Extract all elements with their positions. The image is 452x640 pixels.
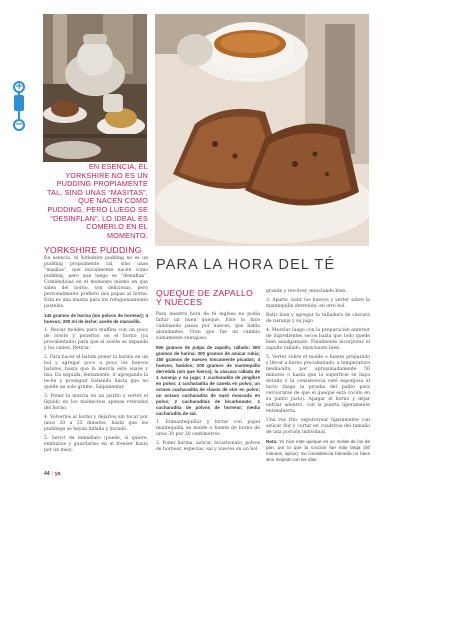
queque-column-1 [156, 312, 260, 456]
pull-quote: EN ESENCIA, EL YORKSHIRE NO ES UN PUDDING PROPIAMENTE TAL, SINO UNAS “MASITAS”, QUE NACEN COMO PUDDING, PERO LUEGO SE “DESINFLAN”. LO IDEAL ES COMERLO EN EL MOMENTO. [47, 162, 148, 240]
yorkshire-step: 3. Poner la mezcla en un jarrito y verter el líquido en los moldecitos apenas retirados del horno. [44, 394, 148, 411]
queque-step: Batir bien y agregar la ralladura de cáscara de naranja y su jugo. [266, 313, 370, 324]
queque-step: 1. Enmantequillar y forrar con papel mantequilla un molde o fuente de horno de unos 30 por 20 centímetros. [156, 420, 260, 437]
zoom-handle[interactable] [14, 95, 24, 111]
yorkshire-ingredients: 140 gramos de harina (sin polvos de hornear); 4 huevos; 200 ml de leche; aceite de maravilla. [44, 313, 148, 324]
queque-intro: Para nuestra hora de té inglesa no podía faltar un buen queque. Este lo hice cambiando pasas por nueces, que había abundantes. Creo que fue un cambio sumamente ventajoso. [156, 312, 260, 341]
yorkshire-step: 2. Para hacer el batido poner la harina en un bol y agregar poco a poco los huevos batidos, hasta que la mezcla esté suave y lisa. En seguida, lentamente, ir agregando la leche y proseguir batiendo hasta que no quede un solo grumo. Salpimentar. [44, 355, 148, 390]
yorkshire-heading: YORKSHIRE PUDDING [44, 245, 142, 255]
page-folio [44, 471, 60, 477]
tea-table-photo [43, 14, 147, 162]
folio-separator: | [51, 471, 53, 477]
zoom-slider[interactable] [13, 81, 25, 131]
article-title: PARA LA HORA DEL TÉ [156, 257, 336, 273]
queque-ingredients: 500 gramos de pulpa de zapallo, rallado; 300 gramos de harina; 300 gramos de azúcar rubia; 150 gramos de nueces toscamente picadas; 4 huevos, batidos; 200 gramos de mantequilla derretida (sin que hierva); la cáscara rallada de 1 naranja y su jugo; 1 cucharadita de jengibre en polvo; 1 cucharadita de canela en polvo; un octavo cucharadita de clavos de olor en polvo; un octavo cucharadita de nuez moscada en polvo; 2 cucharaditas de bicarbonato; 1 cucharadita de polvos de hornear; media cucharadita de sal. [156, 345, 260, 416]
queque-note [266, 439, 370, 463]
queque-step: 2. Poner harina, azúcar, bicarbonato, polvos de hornear, especias, sal y nueces en un bol [156, 441, 260, 452]
note-text: Yo hice este queque en un molde de los de pan, por lo que la cocción fue más larga (50 minutos, aprox). Su consistencia húmeda no hace sino mejorar con los días. [266, 439, 370, 462]
magazine-name: ya [54, 471, 61, 477]
yorkshire-intro: En esencia, el Yorkshire pudding no es un pudding propiamente tal, sino unas “masitas”, que inicialmente nacen como pudding, pero que luego se “desinflan”. Comiéndolas en el momento mismo en que salen del horno, son deliciosas, pero personalmente prefiero mis papas al horno. Esta es una masita para los refugionamiento pastelas. [44, 256, 148, 309]
queque-step: 3. Aparte, batir los huevos y verter sobre la mantequilla derretida, en otro bol. [266, 298, 370, 309]
page-number: 44 [44, 471, 50, 477]
yorkshire-step: 4. Volverlos al horno y dejarlos sin tocar por unos 20 a 25 minutos, hasta que los puddings se hayan inflado y dorado. [44, 415, 148, 432]
queque-step: 4. Mezclar luego con la preparación anterior de ingredientes secos hasta que todo quede bien amalgamado. Finalmente incorporar el zapallo rallado, mezclando bien. [266, 328, 370, 351]
queque-step: 5. Verter sobre el molde o fuente preparado y llevar a horno precalentado, a temperatura media/alta, por aproximadamente 50 minutos o hasta que la superficie se haya dorado y la consistencia esté esponjosa al tacto (haga la prueba del palito para cerciorarse de que el queque está cocido en su punto justo). Apagar el horno y dejar enfriar adentro, con la puerta ligeramente entreabierta. [266, 355, 370, 414]
queque-step: Una vez frío, espolvorear ligeramente con azúcar flor y cortar en cuadritos del tamaño de una porción individual. [266, 418, 370, 435]
zoom-out-button[interactable]: − [15, 119, 24, 130]
queque-heading: QUEQUE DE ZAPALLO Y NUECES [156, 288, 254, 308]
zoom-in-button[interactable]: + [15, 81, 24, 92]
note-label: Nota: [266, 439, 278, 444]
queque-column-2 [266, 289, 370, 466]
yorkshire-step: 5. Servir de inmediato (puede, si quiere, embixilos y guardarlos en el freezer hasta por un mes). [44, 436, 148, 453]
yorkshire-step: 1. Reciar moldes para muffins con un poco de aceite y ponerlos en el horno (ya precalentado) para que el aceite se expanda y los calien. Retirar. [44, 328, 148, 351]
tea-and-cake-photo [155, 14, 369, 246]
queque-step: grande y revolver, mezclando bien. [266, 289, 347, 294]
yorkshire-column [44, 256, 148, 457]
